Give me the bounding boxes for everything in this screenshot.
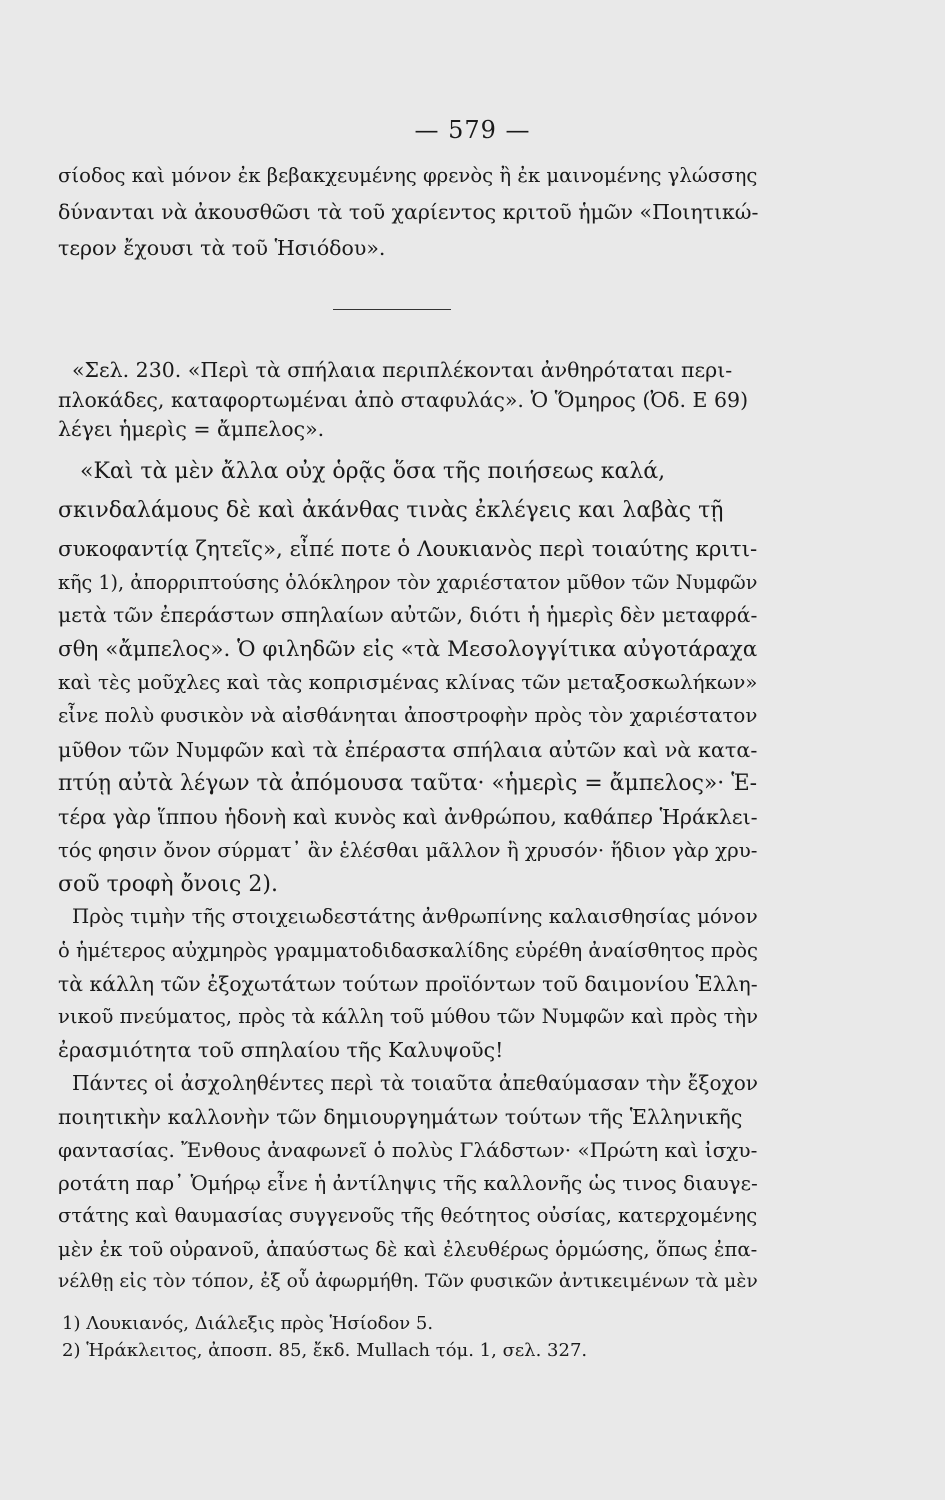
text-line: νέλθῃ εἰς τὸν τόπον, ἐξ οὗ ἀφωρμήθη. Τῶν φυσικῶν ἀντικειμένων τὰ μὲν bbox=[58, 1271, 758, 1292]
text-line: καὶ τὲς μοῦχλες καὶ τὰς κοπρισμένας κλίνας τῶν μεταξοσκωλήκων» bbox=[58, 671, 758, 694]
text-line: τός φησιν ὄνον σύρματ᾽ ἂν ἑλέσθαι μᾶλλον ἢ χρυσόν· ἥδιον γὰρ χρυ- bbox=[58, 839, 758, 862]
text-line: φαντασίας. Ἔνθους ἀναφωνεῖ ὁ πολὺς Γλάδστων· «Πρώτη καὶ ἰσχυ- bbox=[58, 1138, 758, 1162]
text-line: τὰ κάλλη τῶν ἐξοχωτάτων τούτων προϊόντων τοῦ δαιμονίου Ἑλλη- bbox=[58, 972, 758, 996]
text-line: δύνανται νὰ ἀκουσθῶσι τὰ τοῦ χαρίεντος κριτοῦ ἡμῶν «Ποιητικώ- bbox=[58, 200, 759, 224]
text-line: κῆς 1), ἀπορριπτούσης ὁλόκληρον τὸν χαριέστατον μῦθον τῶν Νυμφῶν bbox=[58, 571, 758, 594]
text-line: πτύῃ αὐτὰ λέγων τὰ ἀπόμουσα ταῦτα· «ἡμερὶς = ἄμπελος»· Ἑ- bbox=[58, 771, 758, 796]
text-line: Πάντες οἱ ἀσχοληθέντες περὶ τὰ τοιαῦτα ἀπεθαύμασαν τὴν ἔξοχον bbox=[72, 1071, 758, 1095]
footnote: 2) Ἡράκλειτος, ἀποσπ. 85, ἔκδ. Mullach τόμ. 1, σελ. 327. bbox=[62, 1340, 588, 1361]
text-line: μετὰ τῶν ἐπεράστων σπηλαίων αὐτῶν, διότι ἡ ἡμερὶς δὲν μεταφρά- bbox=[58, 603, 758, 627]
text-line: τερον ἔχουσι τὰ τοῦ Ἡσιόδου». bbox=[58, 236, 386, 260]
text-line: μὲν ἐκ τοῦ οὐρανοῦ, ἀπαύστως δὲ καὶ ἐλευθέρως ὁρμώσης, ὅπως ἐπα- bbox=[58, 1238, 758, 1261]
text-line: τέρα γὰρ ἵππου ἡδονὴ καὶ κυνὸς καὶ ἀνθρώπου, καθάπερ Ἡράκλει- bbox=[58, 805, 758, 829]
text-line: νικοῦ πνεύματος, πρὸς τὰ κάλλη τοῦ μύθου τῶν Νυμφῶν καὶ πρὸς τὴν bbox=[58, 1005, 758, 1028]
text-line: «Σελ. 230. «Περὶ τὰ σπήλαια περιπλέκονται ἀνθηρόταται περι- bbox=[72, 358, 733, 382]
text-line: μῦθον τῶν Νυμφῶν καὶ τὰ ἐπέραστα σπήλαια αὐτῶν καὶ νὰ κατα- bbox=[58, 738, 758, 762]
text-line: συκοφαντίᾳ ζητεῖς», εἶπέ ποτε ὁ Λουκιανὸς περὶ τοιαύτης κριτι- bbox=[58, 537, 758, 562]
text-line: λέγει ἡμερὶς = ἄμπελος». bbox=[58, 417, 325, 441]
text-line: σθη «ἄμπελος». Ὁ φιληδῶν εἰς «τὰ Μεσολογγίτικα αὐγοτάραχα bbox=[58, 637, 758, 662]
text-line: ὁ ἡμέτερος αὐχμηρὸς γραμματοδιδασκαλίδης εὑρέθη ἀναίσθητος πρὸς bbox=[58, 939, 758, 962]
text-line: σίοδος καὶ μόνον ἐκ βεβακχευμένης φρενὸς ἢ ἐκ μαινομένης γλώσσης bbox=[58, 164, 758, 187]
text-line: εἶνε πολὺ φυσικὸν νὰ αἰσθάνηται ἀποστροφὴν πρὸς τὸν χαριέστατον bbox=[58, 704, 758, 727]
text-line: πλοκάδες, καταφορτωμέναι ἀπὸ σταφυλάς». Ὁ Ὅμηρος (Ὀδ. Ε 69) bbox=[58, 388, 749, 412]
page-number: — 579 — bbox=[414, 116, 531, 144]
text-line: ροτάτη παρ᾽ Ὁμήρῳ εἶνε ἡ ἀντίληψις τῆς καλλονῆς ὡς τινος διαυγε- bbox=[58, 1171, 758, 1195]
text-line: ποιητικὴν καλλονὴν τῶν δημιουργημάτων τούτων τῆς Ἑλληνικῆς bbox=[58, 1105, 743, 1129]
footnote: 1) Λουκιανός, Διάλεξις πρὸς Ἡσίοδον 5. bbox=[62, 1313, 434, 1334]
text-line: σοῦ τροφὴ ὄνοις 2). bbox=[58, 872, 278, 897]
text-line: Πρὸς τιμὴν τῆς στοιχειωδεστάτης ἀνθρωπίνης καλαισθησίας μόνον bbox=[72, 905, 758, 928]
text-line: στάτης καὶ θαυμασίας συγγενοῦς τῆς θεότητος οὐσίας, κατερχομένης bbox=[58, 1204, 758, 1227]
text-line: «Καὶ τὰ μὲν ἄλλα οὐχ ὁρᾷς ὅσα τῆς ποιήσεως καλά, bbox=[80, 459, 666, 484]
section-divider bbox=[333, 309, 451, 310]
text-line: σκινδαλάμους δὲ καὶ ἀκάνθας τινὰς ἐκλέγεις και λαβὰς τῇ bbox=[58, 498, 724, 523]
text-line: ἐρασμιότητα τοῦ σπηλαίου τῆς Καλυψοῦς! bbox=[58, 1038, 504, 1062]
